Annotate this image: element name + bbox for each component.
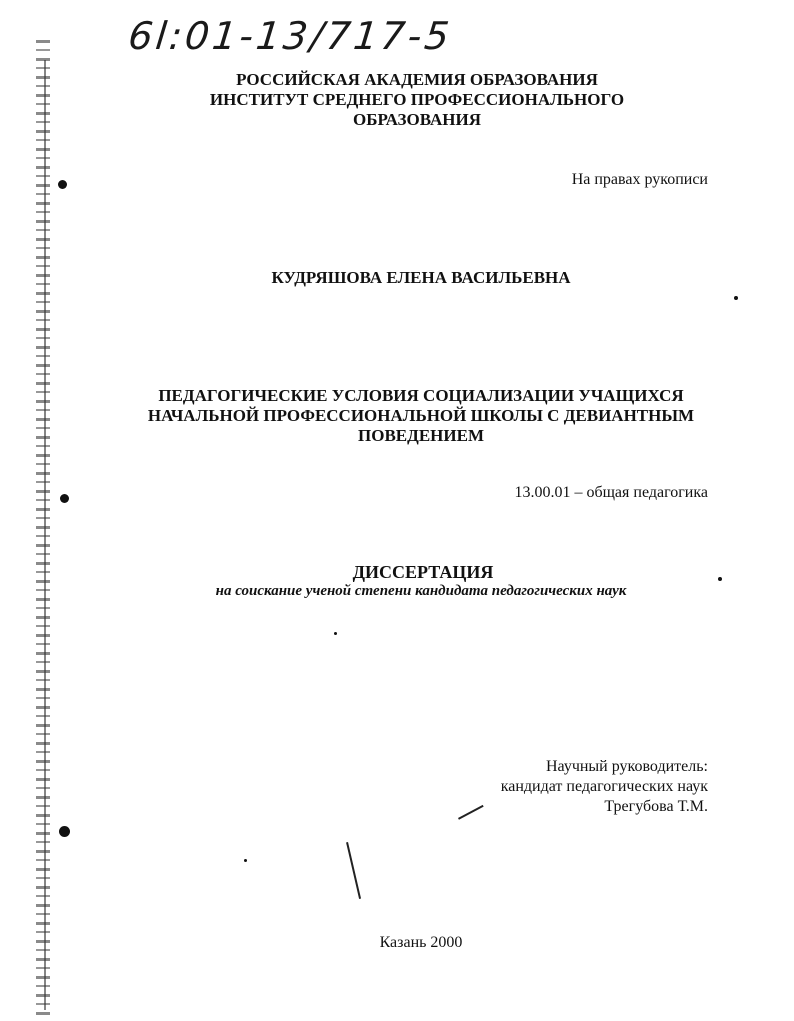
institution-line-1: РОССИЙСКАЯ АКАДЕМИЯ ОБРАЗОВАНИЯ [236,70,598,89]
supervisor-block [501,757,708,817]
supervisor-degree: кандидат педагогических наук [500,778,708,795]
dissertation-title [24,386,794,446]
scan-speck [58,180,67,189]
specialty-code: 13.00.01 – общая педагогика [514,484,708,501]
scan-speck [334,632,337,635]
document-type-heading: ДИССЕРТАЦИЯ [352,562,494,582]
binding-line [44,60,46,1010]
scan-speck [59,826,70,837]
title-line-1: ПЕДАГОГИЧЕСКИЕ УСЛОВИЯ СОЦИАЛИЗАЦИИ УЧАЩИХСЯ [158,386,684,405]
signature-stroke [347,842,362,899]
degree-subtitle: на соискание ученой степени кандидата педагогических наук [215,583,627,599]
supervisor-name: Трегубова Т.М. [604,798,708,815]
city-year: Казань 2000 [379,934,463,951]
signature-stroke [458,805,483,819]
scan-speck [734,296,738,300]
institution-line-3: ОБРАЗОВАНИЯ [353,110,481,129]
institution-header [20,70,794,130]
rights-note: На правах рукописи [571,171,708,188]
author-name: КУДРЯШОВА ЕЛЕНА ВАСИЛЬЕВНА [271,268,571,287]
institution-line-2: ИНСТИТУТ СРЕДНЕГО ПРОФЕССИОНАЛЬНОГО [209,90,625,109]
scan-speck [60,494,69,503]
binding-edge [36,40,50,1015]
supervisor-role: Научный руководитель: [545,758,708,775]
title-line-3: ПОВЕДЕНИЕМ [358,426,484,445]
scan-speck [244,859,247,862]
title-line-2: НАЧАЛЬНОЙ ПРОФЕССИОНАЛЬНОЙ ШКОЛЫ С ДЕВИАНТНЫМ [147,406,695,425]
handwritten-archive-code: 6l:01-13/717-5 [126,14,455,58]
